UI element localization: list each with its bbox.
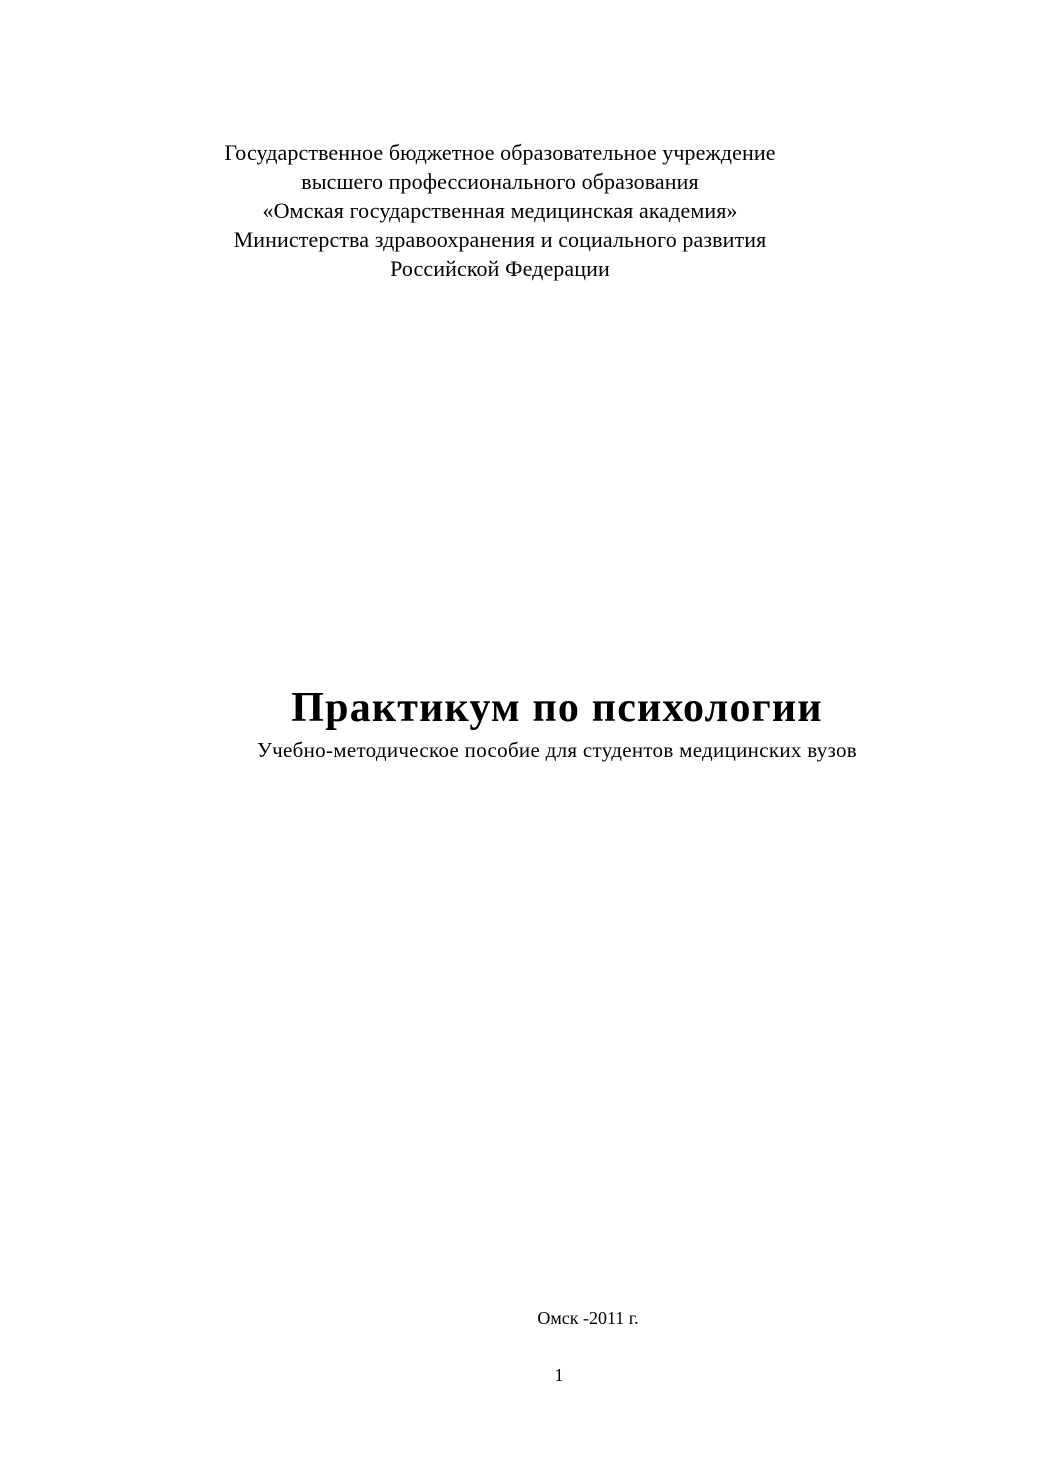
publication-city-year: Омск -2011 г. [537, 1308, 639, 1328]
page-number: 1 [554, 1365, 564, 1385]
document-subtitle: Учебно-методическое пособие для студентов медицинских вузов [256, 738, 857, 762]
document-title: Практикум по психологии [291, 685, 823, 731]
header-line-ministry: Министерства здравоохранения и социального развития [233, 227, 767, 252]
institution-header [0, 138, 1039, 283]
header-line-country: Российской Федерации [390, 256, 610, 281]
header-line-academy-name: «Омская государственная медицинская академия» [262, 198, 738, 223]
header-line-institution-type: Государственное бюджетное образовательное учреждение [224, 140, 776, 165]
header-line-education-level: высшего профессионального образования [301, 169, 699, 194]
